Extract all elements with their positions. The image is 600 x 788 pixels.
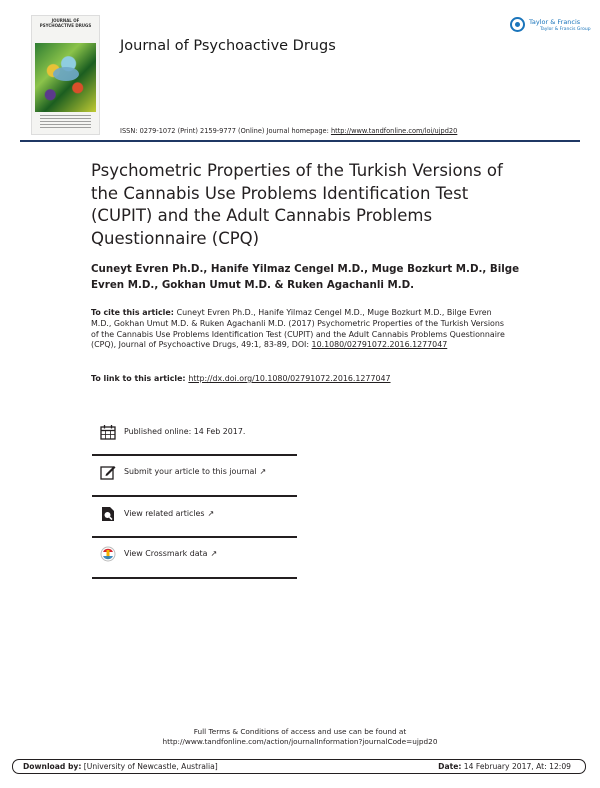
- divider: [92, 577, 297, 579]
- external-link-icon[interactable]: ↗: [259, 467, 267, 476]
- download-date-value: 14 February 2017, At: 12:09: [461, 762, 571, 771]
- submit-article-label[interactable]: [124, 467, 266, 476]
- related-articles-link[interactable]: [100, 506, 297, 536]
- header-divider: [20, 140, 580, 142]
- issn-line: [120, 127, 457, 135]
- article-link-label: To link to this article:: [91, 374, 189, 383]
- terms-notice: [0, 727, 600, 747]
- publisher-logo-icon: [510, 17, 525, 32]
- terms-link[interactable]: http://www.tandfonline.com/action/journalInformation?journalCode=ujpd20: [162, 737, 438, 746]
- cover-title-line: JOURNAL OF: [51, 18, 80, 23]
- external-link-icon[interactable]: ↗: [207, 509, 215, 518]
- journal-title: Journal of Psychoactive Drugs: [120, 38, 336, 54]
- download-date: [438, 762, 571, 771]
- crossmark-text[interactable]: View Crossmark data: [124, 549, 208, 558]
- citation-doi-link[interactable]: 10.1080/02791072.2016.1277047: [311, 340, 448, 350]
- publisher-logo-name: Taylor & Francis: [529, 18, 581, 26]
- publisher-logo-sub: Taylor & Francis Group: [540, 27, 591, 32]
- published-online-label: Published online: 14 Feb 2017.: [124, 427, 246, 436]
- related-articles-label[interactable]: [124, 509, 214, 518]
- cover-artwork: [35, 43, 96, 112]
- related-articles-text[interactable]: View related articles: [124, 509, 205, 518]
- published-online-item: [100, 424, 297, 454]
- terms-text: Full Terms & Conditions of access and use can be found at: [193, 727, 407, 736]
- article-authors: Cuneyt Evren Ph.D., Hanife Yilmaz Cengel M.D., Muge Bozkurt M.D., Bilge Evren M.D., Gokhan Umut M.D. & Ruken Agachanli M.D.: [91, 263, 520, 291]
- cover-title-line: PSYCHOACTIVE DRUGS: [39, 22, 92, 28]
- crossmark-label[interactable]: [124, 549, 217, 558]
- calendar-icon: [100, 424, 116, 440]
- download-by-value: [University of Newcastle, Australia]: [81, 762, 218, 771]
- edit-icon: [100, 464, 116, 480]
- crossmark-link[interactable]: [100, 546, 297, 576]
- issn-text: ISSN: 0279-1072 (Print) 2159-9777 (Online) Journal homepage:: [120, 127, 331, 135]
- crossmark-icon: [100, 546, 116, 562]
- article-link-line: [91, 374, 391, 383]
- download-date-label: Date:: [438, 762, 462, 771]
- article-doi-link[interactable]: http://dx.doi.org/10.1080/02791072.2016.1277047: [188, 374, 391, 383]
- citation-text: Cuneyt Evren Ph.D., Hanife Yilmaz Cengel M.D., Muge Bozkurt M.D., Bilge Evren M.D., Gokhan Umut M.D. & Ruken Agachanli M.D. (2017) Psychometric Properties of the Turkish Versions of the Cannabis Use Problems Identification Test (CUPIT) and the Adult Cannabis Problems Questionnaire (CPQ), Journal of Psychoactive Drugs, 49:1, 83-89, DOI:: [91, 308, 505, 350]
- journal-homepage-link[interactable]: http://www.tandfonline.com/loi/ujpd20: [330, 127, 458, 135]
- journal-cover-image: [31, 15, 100, 135]
- download-info-bar: [12, 759, 586, 774]
- divider: [92, 454, 297, 456]
- search-document-icon: [100, 506, 116, 522]
- submit-article-link[interactable]: [100, 464, 297, 494]
- download-by: [23, 762, 218, 771]
- divider: [92, 536, 297, 538]
- divider: [92, 495, 297, 497]
- citation-label: To cite this article:: [91, 308, 177, 317]
- article-title: Psychometric Properties of the Turkish Versions of the Cannabis Use Problems Identification Test (CUPIT) and the Adult Cannabis Problems Questionnaire (CPQ): [91, 161, 503, 248]
- cover-text-lines: [40, 115, 91, 129]
- citation-block: [91, 308, 511, 351]
- submit-article-text[interactable]: Submit your article to this journal: [124, 467, 257, 476]
- cover-title: [34, 19, 97, 28]
- external-link-icon[interactable]: ↗: [210, 549, 218, 558]
- download-by-label: Download by:: [23, 762, 82, 771]
- publisher-logo: [510, 15, 591, 37]
